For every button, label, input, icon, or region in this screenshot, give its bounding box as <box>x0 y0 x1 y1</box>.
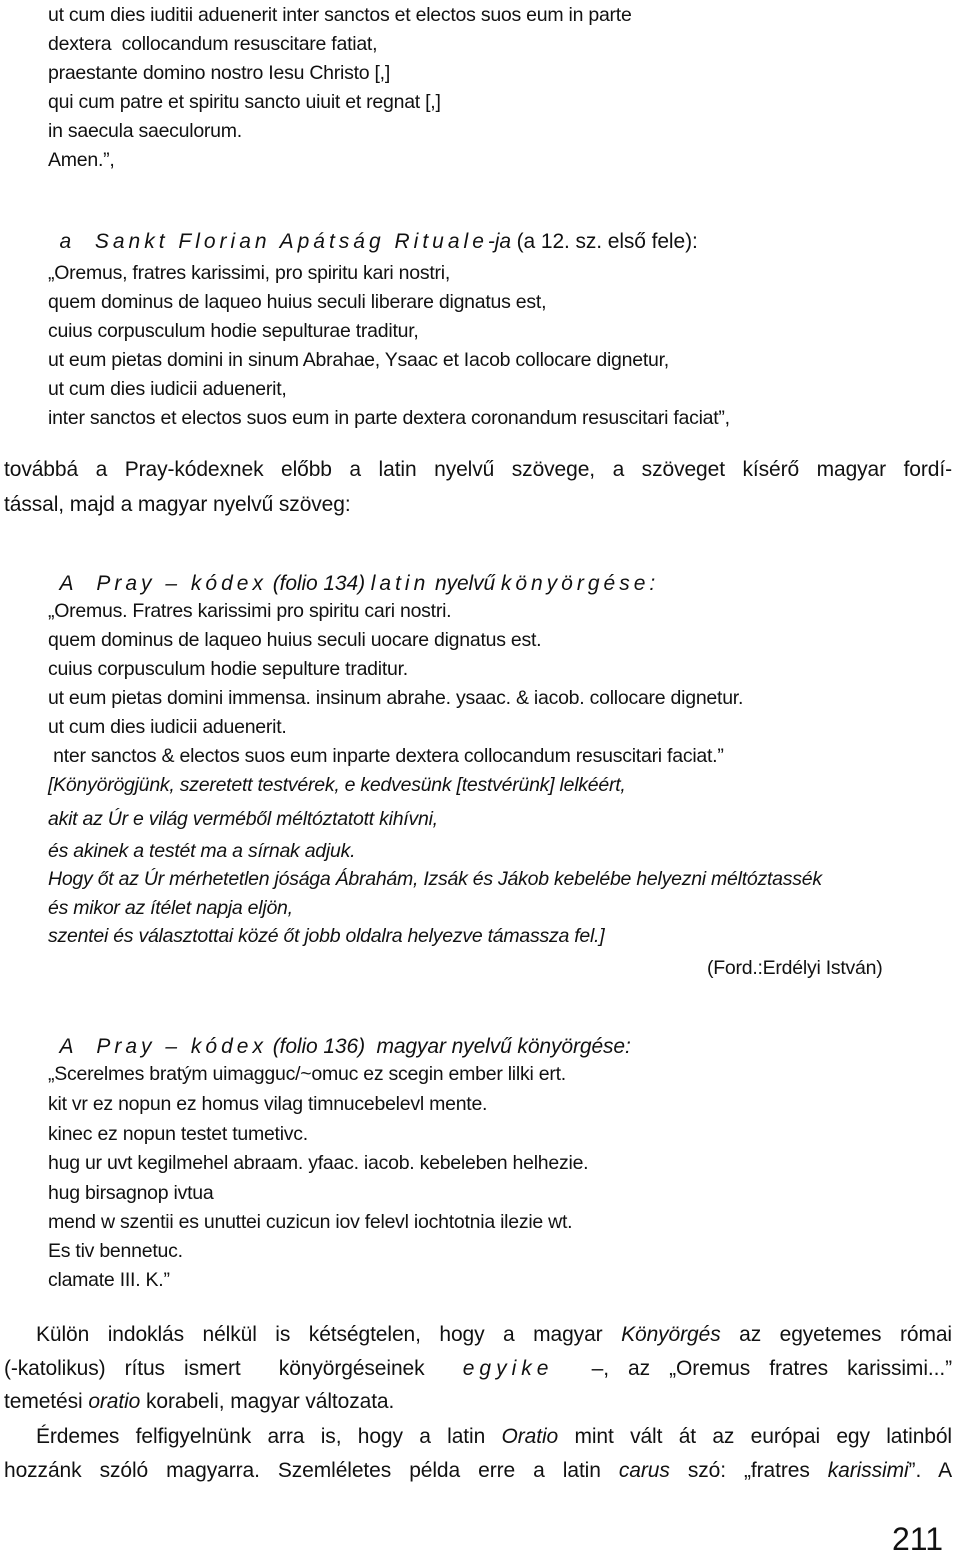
text-line: quem dominus de laqueo huius seculi uocare dignatus est. <box>48 629 542 651</box>
text-line: cuius corpusculum hodie sepulture traditur. <box>48 658 408 680</box>
paragraph-text: korabeli, magyar változata. <box>140 1390 395 1413</box>
paragraph-text: –, az „Oremus fratres karissimi...” <box>553 1357 952 1380</box>
text-line: kinec ez nopun testet tumetivc. <box>48 1123 308 1145</box>
heading-spaced: a Sankt Florian Apátság Rituale <box>59 230 488 253</box>
text-line: ut eum pietas domini immensa. insinum abrahe. ysaac. & iacob. collocare dignetur. <box>48 687 744 709</box>
text-line: in saecula saeculorum. <box>48 120 242 142</box>
paragraph-text: egyike <box>462 1357 554 1380</box>
heading-part: (folio 134) <box>266 572 371 595</box>
paragraph-line: tással, majd a magyar nyelvű szöveg: <box>4 493 351 516</box>
text-line: cuius corpusculum hodie sepulturae traditur, <box>48 320 419 342</box>
paragraph-text: Oratio <box>501 1425 559 1448</box>
heading-part: nyelvű <box>429 572 501 595</box>
page-number: 211 <box>892 1521 944 1557</box>
paragraph-text: szó: „fratres <box>669 1459 828 1482</box>
heading-rest: (a 12. sz. első fele): <box>510 230 698 253</box>
paragraph-line <box>4 1457 952 1485</box>
text-line: „Oremus, fratres karissimi, pro spiritu kari nostri, <box>48 262 450 284</box>
paragraph-text: mint vált át az európai egy latinból <box>558 1425 952 1448</box>
text-line: hug birsagnop ivtua <box>48 1182 214 1204</box>
heading-part: latin <box>370 572 430 595</box>
text-line: qui cum patre et spiritu sancto uiuit et regnat [,] <box>48 91 441 113</box>
text-line: „Oremus. Fratres karissimi pro spiritu cari nostri. <box>48 600 452 622</box>
heading-suffix: -ja <box>487 230 511 253</box>
text-line: ut eum pietas domini in sinum Abrahae, Ysaac et Iacob collocare dignetur, <box>48 349 669 371</box>
translation-line: [Könyörögjünk, szeretett testvérek, e kedvesünk [testvérünk] lelkéért, <box>48 774 626 796</box>
paragraph-text: karissimi <box>827 1459 909 1482</box>
section-heading <box>48 1008 631 1060</box>
text-line: Amen.”, <box>48 149 115 171</box>
paragraph-line <box>36 1321 952 1349</box>
text-line: ut cum dies iudicii aduenerit. <box>48 716 287 738</box>
paragraph-text: ”. A <box>908 1459 952 1482</box>
text-line: dextera collocandum resuscitare fatiat, <box>48 33 378 55</box>
paragraph-line <box>4 1389 394 1415</box>
paragraph-text: oratio <box>88 1390 141 1413</box>
text-line: inter sanctos et electos suos eum in parte dextera coronandum resuscitari faciat”, <box>48 407 730 429</box>
text-line: nter sanctos & electos suos eum inparte dextera collocandum resuscitari faciat.” <box>48 745 724 767</box>
heading-part: könyörgése: <box>500 572 660 595</box>
text-line: hug ur uvt kegilmehel abraam. yfaac. iacob. kebeleben helhezie. <box>48 1152 589 1174</box>
translation-line: Hogy őt az Úr mérhetetlen jósága Ábrahám, Izsák és Jákob kebelébe helyezni méltóztassék <box>48 868 822 890</box>
text-line: „Scerelmes bratým uimagguc/~omuc ez scegin ember lilki ert. <box>48 1063 566 1085</box>
paragraph-line <box>4 456 952 484</box>
section-heading <box>48 545 659 597</box>
text-line: praestante domino nostro Iesu Christo [,] <box>48 62 391 84</box>
translation-line: és mikor az ítélet napja eljön, <box>48 897 293 919</box>
translation-line: akit az Úr e világ verméből méltóztatott kihívni, <box>48 808 438 830</box>
paragraph-text: Érdemes felfigyelnünk arra is, hogy a latin <box>36 1425 502 1448</box>
heading-part: A Pray – kódex <box>59 1035 267 1058</box>
paragraph-text: hozzánk szóló magyarra. Szemléletes példa erre a latin <box>4 1459 619 1482</box>
paragraph-text: Könyörgés <box>621 1323 721 1346</box>
paragraph-text: (-katolikus) rítus ismert könyörgéseinek <box>4 1357 463 1380</box>
paragraph-line <box>4 1355 952 1383</box>
paragraph-line <box>36 1423 952 1451</box>
heading-part: A Pray – kódex <box>59 572 267 595</box>
translation-line: és akinek a testét ma a sírnak adjuk. <box>48 840 356 862</box>
translator-credit: (Ford.:Erdélyi István) <box>707 957 883 979</box>
paragraph-text: továbbá a Pray-kódexnek előbb a latin nyelvű szövege, a szöveget kísérő magyar fordí- <box>4 458 952 481</box>
text-line: clamate III. K.” <box>48 1269 170 1291</box>
text-line: kit vr ez nopun ez homus vilag timnucebelevl mente. <box>48 1093 488 1115</box>
text-line: quem dominus de laqueo huius seculi liberare dignatus est, <box>48 291 547 313</box>
translation-line: szentei és választottai közé őt jobb oldalra helyezve támassza fel.] <box>48 925 605 947</box>
text-line: Es tiv bennetuc. <box>48 1240 183 1262</box>
paragraph-text: Külön indoklás nélkül is kétségtelen, hogy a magyar <box>36 1323 622 1346</box>
text-line: ut cum dies iuditii aduenerit inter sanctos et electos suos eum in parte <box>48 4 632 26</box>
paragraph-text: az egyetemes római <box>720 1323 952 1346</box>
section-heading <box>48 203 698 255</box>
text-line: ut cum dies iudicii aduenerit, <box>48 378 287 400</box>
paragraph-text: temetési <box>4 1390 89 1413</box>
text-line: mend w szentii es unuttei cuzicun iov felevl iochtotnia ilezie wt. <box>48 1211 573 1233</box>
paragraph-text: carus <box>618 1459 670 1482</box>
heading-part: (folio 136) magyar nyelvű könyörgése: <box>266 1035 631 1058</box>
